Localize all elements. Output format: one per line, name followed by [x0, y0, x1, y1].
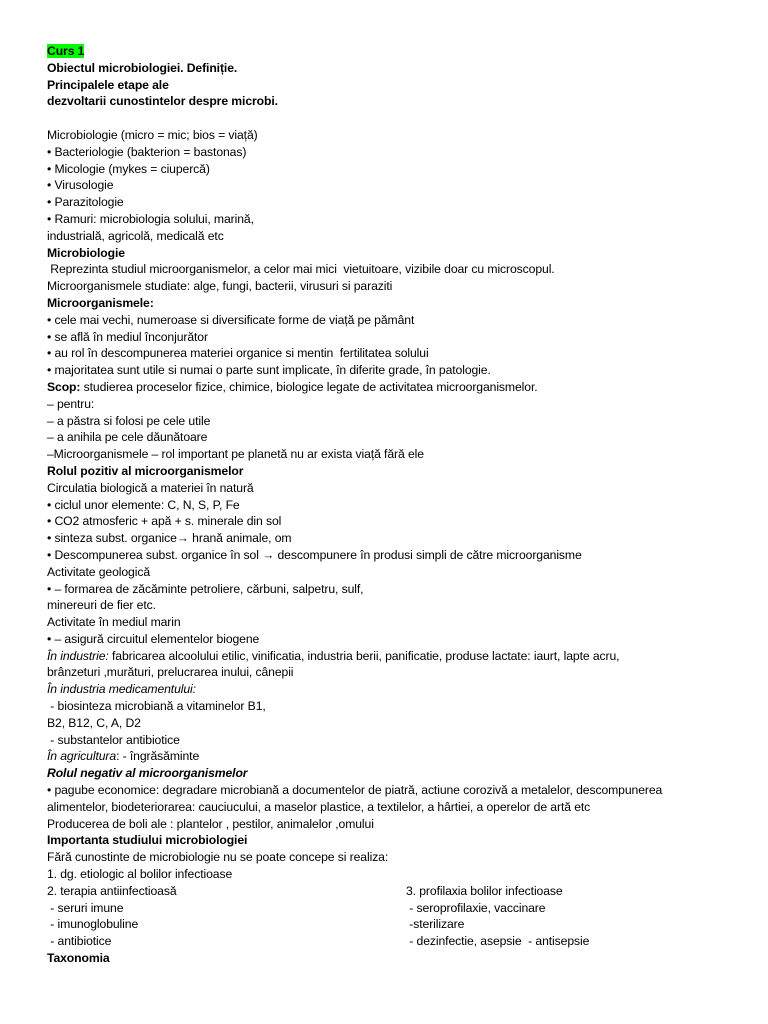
- bullet-item: • – asigură circuitul elementelor biogene: [47, 631, 260, 646]
- section-heading: Microbiologie: [47, 245, 125, 260]
- agriculture-text: : - îngrăsăminte: [116, 749, 200, 764]
- bullet-item: • Parazitologie: [47, 195, 124, 210]
- agriculture-label: În agricultura: [47, 749, 117, 764]
- text-line: Microbiologie (micro = mic; bios = viață): [47, 127, 258, 142]
- bullet-item: • Micologie (mykes = ciupercă): [47, 161, 210, 176]
- text-line: Fără cunostinte de microbiologie nu se poate concepe si realiza:: [47, 850, 389, 865]
- two-column-row: [47, 900, 737, 917]
- text-line: [47, 748, 737, 765]
- bullet-item: • pagube economice: degradare microbiană a documentelor de piatră, actiune corozivă a metalelor, descompunerea: [47, 783, 663, 798]
- section-heading: Rolul pozitiv al microorganismelor: [47, 463, 244, 478]
- title-line-2: Principalele etape ale: [47, 77, 169, 92]
- bullet-item: • Bacteriologie (bakterion = bastonas): [47, 144, 247, 159]
- bullet-item: • Ramuri: microbiologia solului, marină,: [47, 211, 254, 226]
- left-column-item: - imunoglobuline: [47, 917, 139, 932]
- text-line: –Microorganismele – rol important pe planetă nu ar exista viață fără ele: [47, 447, 424, 462]
- scop-label: Scop:: [47, 379, 81, 394]
- section-heading: Microorganismele:: [47, 295, 154, 310]
- right-column-item: 3. profilaxia bolilor infectioase: [406, 883, 563, 898]
- blank-line: [47, 110, 737, 127]
- text-line: Microorganismele studiate: alge, fungi, bacterii, virusuri si paraziti: [47, 279, 393, 294]
- bullet-item: • Descompunerea subst. organice în sol → descompunere în produsi simpli de către microorganisme: [47, 547, 582, 562]
- document-body: [47, 43, 737, 967]
- right-column-item: - seroprofilaxie, vaccinare: [406, 900, 546, 915]
- industry-label: În industrie:: [47, 648, 109, 663]
- section-heading: Rolul negativ al microorganismelor: [47, 766, 248, 781]
- text-line: - biosinteza microbiană a vitaminelor B1,: [47, 699, 266, 714]
- left-column-item: 2. terapia antiinfectioasă: [47, 883, 177, 898]
- text-line: – a păstra si folosi pe cele utile: [47, 413, 211, 428]
- text-line: Circulatia biologică a materiei în natură: [47, 480, 254, 495]
- text-line: Activitate geologică: [47, 564, 151, 579]
- text-line: alimentelor, biodeteriorarea: cauciucului, a maselor plastice, a textilelor, a hârtiei, a operelor de artă etc: [47, 799, 591, 814]
- scop-text: studierea proceselor fizice, chimice, biologice legate de activitatea microorganismelor.: [80, 379, 538, 394]
- text-line: – pentru:: [47, 396, 95, 411]
- industry-text: fabricarea alcoolului etilic, vinificatia, industria berii, panificatie, produse lactate: iaurt, lapte acru,: [108, 648, 620, 663]
- two-column-row: [47, 916, 737, 933]
- bullet-item: • cele mai vechi, numeroase si diversificate forme de viață pe pământ: [47, 312, 415, 327]
- text-line: industrială, agricolă, medicală etc: [47, 228, 224, 243]
- bullet-item: • CO2 atmosferic + apă + s. minerale din sol: [47, 514, 282, 529]
- text-line: Reprezinta studiul microorganismelor, a celor mai mici vietuitoare, vizibile doar cu microscopul.: [47, 262, 555, 277]
- bullet-item: • se află în mediul înconjurător: [47, 329, 208, 344]
- text-line: minereuri de fier etc.: [47, 598, 156, 613]
- right-column-item: - dezinfectie, asepsie - antisepsie: [406, 934, 590, 949]
- text-line: [47, 379, 737, 396]
- text-line: 1. dg. etiologic al bolilor infectioase: [47, 867, 233, 882]
- bullet-item: • majoritatea sunt utile si numai o parte sunt implicate, în diferite grade, în patologie.: [47, 363, 491, 378]
- text-line: - substantelor antibiotice: [47, 732, 180, 747]
- bullet-item: • au rol în descompunerea materiei organice si mentin fertilitatea solului: [47, 346, 429, 361]
- left-column-item: - seruri imune: [47, 900, 124, 915]
- title-line-3: dezvoltarii cunostintelor despre microbi.: [47, 94, 278, 109]
- text-line: B2, B12, C, A, D2: [47, 715, 141, 730]
- right-column-item: -sterilizare: [406, 917, 465, 932]
- bullet-item: • Virusologie: [47, 178, 114, 193]
- text-line: [47, 648, 737, 665]
- section-heading: Taxonomia: [47, 951, 110, 966]
- course-label: Curs 1: [47, 44, 85, 58]
- bullet-item: • sinteza subst. organice→ hrană animale, om: [47, 531, 292, 546]
- text-line: În industria medicamentului:: [47, 682, 196, 697]
- text-line: Activitate în mediul marin: [47, 615, 181, 630]
- text-line: – a anihila pe cele dăunătoare: [47, 430, 208, 445]
- bullet-item: • ciclul unor elemente: C, N, S, P, Fe: [47, 497, 240, 512]
- two-column-row: [47, 933, 737, 950]
- left-column-item: - antibiotice: [47, 934, 112, 949]
- bullet-item: • – formarea de zăcăminte petroliere, cărbuni, salpetru, sulf,: [47, 581, 364, 596]
- title-line-1: Obiectul microbiologiei. Definiție.: [47, 60, 238, 75]
- two-column-row: [47, 883, 737, 900]
- section-heading: Importanta studiului microbiologiei: [47, 833, 248, 848]
- text-line: Producerea de boli ale : plantelor , pestilor, animalelor ,omului: [47, 816, 374, 831]
- text-line: brânzeturi ,murături, prelucrarea inului, cânepii: [47, 665, 294, 680]
